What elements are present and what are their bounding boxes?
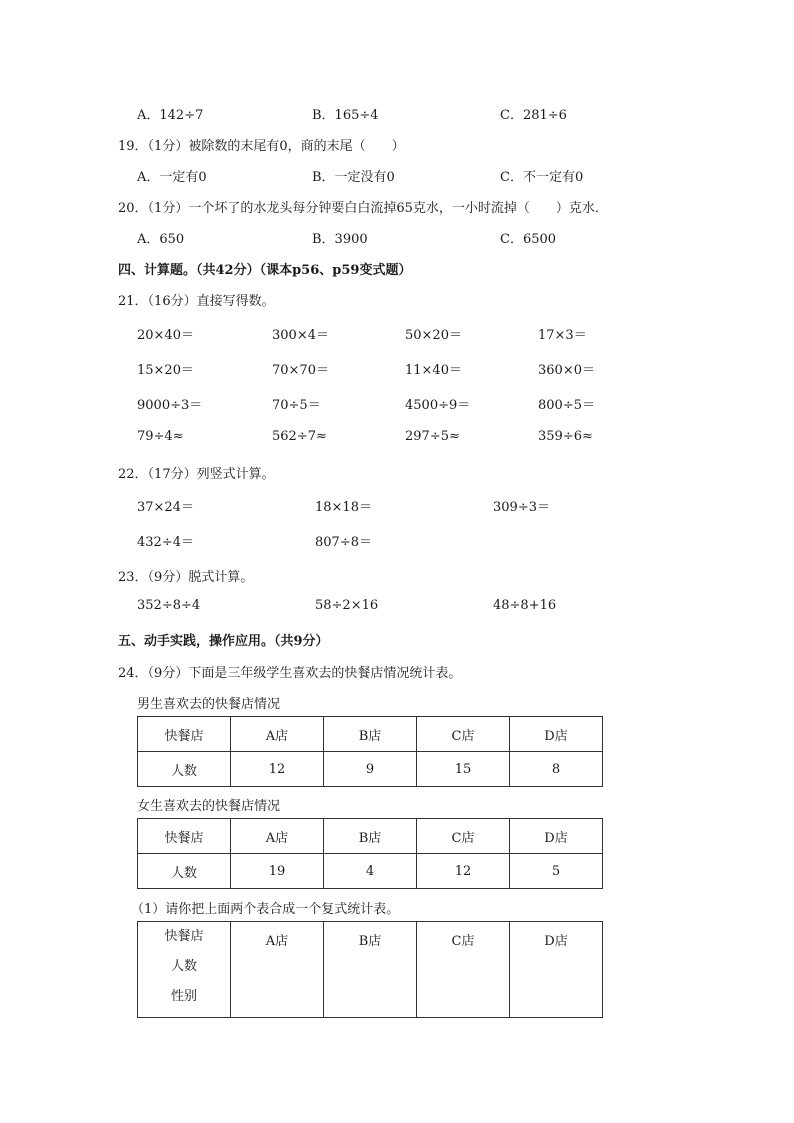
q19-question: 19．（1分）被除数的末尾有0，商的末尾（ ） [118, 139, 405, 154]
q21-item: 20×40＝ [137, 328, 194, 343]
q23-question: 23．（9分）脱式计算。 [118, 570, 254, 585]
q21-item: 17×3＝ [538, 328, 587, 343]
q21-item: 15×20＝ [137, 363, 194, 378]
q19-option-c: C．不一定有0 [500, 170, 584, 185]
combined-corner-cell [138, 922, 231, 1018]
q20-question: 20．（1分）一个坏了的水龙头每分钟要白白流掉65克水，一小时流掉（ ）克水． [118, 201, 608, 216]
table-header-cell: 快餐店 [138, 717, 231, 752]
q24-question: 24．（9分）下面是三年级学生喜欢去的快餐店情况统计表。 [118, 666, 462, 681]
table-header-cell: D店 [510, 922, 603, 1018]
q21-question: 21．（16分）直接写得数。 [118, 294, 275, 309]
table-header-cell: C店 [417, 717, 510, 752]
q22-item: 37×24＝ [137, 500, 194, 515]
table-row-label: 人数 [138, 854, 231, 889]
q21-item: 4500÷9＝ [405, 398, 471, 413]
q20-option-b: B．3900 [312, 232, 368, 247]
boys-table-caption: 男生喜欢去的快餐店情况 [137, 697, 281, 712]
girls-table [137, 818, 603, 889]
table-cell: 12 [417, 854, 510, 889]
q22-question: 22．（17分）列竖式计算。 [118, 467, 275, 482]
table-header-cell: C店 [417, 819, 510, 854]
corner-label-count: 人数 [170, 959, 197, 974]
q21-item: 70÷5＝ [272, 398, 321, 413]
q21-item: 9000÷3＝ [137, 398, 203, 413]
q22-item: 309÷3＝ [493, 500, 550, 515]
q19-option-a: A．一定有0 [137, 170, 207, 185]
q21-item: 70×70＝ [272, 363, 329, 378]
table-header-cell: A店 [231, 819, 324, 854]
q23-item: 352÷8÷4 [137, 598, 201, 613]
combined-table [137, 921, 603, 1018]
girls-table-caption: 女生喜欢去的快餐店情况 [137, 799, 281, 814]
q21-item: 800÷5＝ [538, 398, 595, 413]
q19-option-b: B．一定没有0 [312, 170, 395, 185]
q21-item: 359÷6≈ [538, 429, 593, 444]
table-row-label: 人数 [138, 752, 231, 787]
q18-option-c: C．281÷6 [500, 108, 567, 123]
table-cell: 8 [510, 752, 603, 787]
q22-item: 807÷8＝ [315, 535, 372, 550]
table-cell: 9 [324, 752, 417, 787]
table-cell: 19 [231, 854, 324, 889]
corner-label-shop: 快餐店 [164, 929, 204, 944]
q23-item: 58÷2×16 [315, 598, 379, 613]
table-header-cell: B店 [324, 717, 417, 752]
table-header-cell: A店 [231, 922, 324, 1018]
table-header-cell: D店 [510, 717, 603, 752]
q21-item: 297÷5≈ [405, 429, 460, 444]
q24-subquestion-1: （1）请你把上面两个表合成一个复式统计表。 [131, 902, 400, 917]
q18-option-b: B．165÷4 [312, 108, 379, 123]
section5-title: 五、动手实践，操作应用。（共9分） [118, 634, 329, 649]
q18-option-a: A．142÷7 [137, 108, 204, 123]
q22-item: 432÷4＝ [137, 535, 194, 550]
q21-item: 562÷7≈ [272, 429, 327, 444]
q21-item: 300×4＝ [272, 328, 329, 343]
q21-item: 50×20＝ [405, 328, 462, 343]
boys-table [137, 716, 603, 787]
q22-item: 18×18＝ [315, 500, 372, 515]
table-cell: 12 [231, 752, 324, 787]
table-cell: 5 [510, 854, 603, 889]
q21-item: 79÷4≈ [137, 429, 184, 444]
table-header-cell: 快餐店 [138, 819, 231, 854]
section4-title: 四、计算题。（共42分）（课本p56、p59变式题） [118, 263, 412, 278]
corner-label-gender: 性别 [170, 989, 197, 1004]
q21-item: 11×40＝ [405, 363, 462, 378]
table-header-cell: A店 [231, 717, 324, 752]
q21-item: 360×0＝ [538, 363, 595, 378]
table-header-cell: C店 [417, 922, 510, 1018]
q20-option-c: C．6500 [500, 232, 557, 247]
q20-option-a: A．650 [137, 232, 185, 247]
table-header-cell: B店 [324, 922, 417, 1018]
table-header-cell: D店 [510, 819, 603, 854]
table-cell: 4 [324, 854, 417, 889]
table-header-cell: B店 [324, 819, 417, 854]
q23-item: 48÷8+16 [493, 598, 557, 613]
table-cell: 15 [417, 752, 510, 787]
